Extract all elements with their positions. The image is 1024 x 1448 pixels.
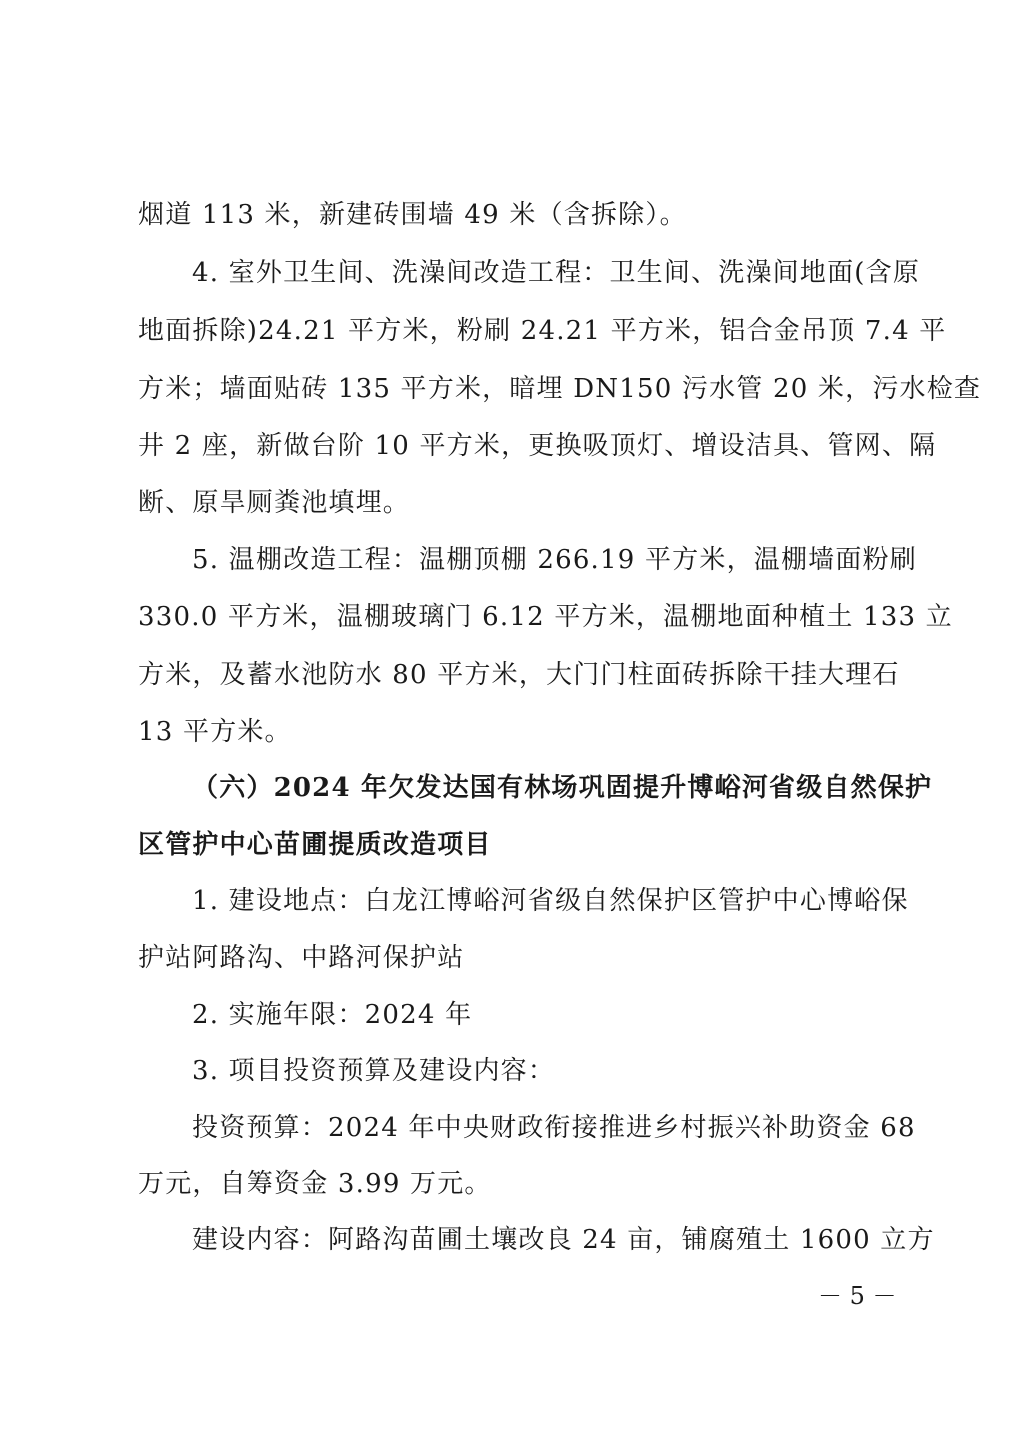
body-text-line: 330.0 平方米，温棚玻璃门 6.12 平方米，温棚地面种植土 133 立: [138, 602, 953, 632]
paragraph-item-4: 4. 室外卫生间、洗澡间改造工程：卫生间、洗澡间地面(含原: [192, 258, 921, 288]
body-text-line: 方米，及蓄水池防水 80 平方米，大门门柱面砖拆除干挂大理石: [138, 660, 900, 690]
body-text-line: 断、原旱厕粪池填埋。: [138, 488, 411, 518]
paragraph-budget: 投资预算：2024 年中央财政衔接推进乡村振兴补助资金 68: [192, 1113, 916, 1143]
body-text-line: 13 平方米。: [138, 717, 292, 747]
section-heading-6-continued: 区管护中心苗圃提质改造项目: [138, 830, 492, 860]
paragraph-construction: 建设内容：阿路沟苗圃土壤改良 24 亩，铺腐殖土 1600 立方: [192, 1225, 935, 1255]
body-text-line: 护站阿路沟、中路河保护站: [138, 943, 465, 973]
body-text-line: 井 2 座，新做台阶 10 平方米，更换吸顶灯、增设洁具、管网、隔: [138, 431, 937, 461]
section-heading-6: （六）2024 年欠发达国有林场巩固提升博峪河省级自然保护: [192, 773, 933, 803]
paragraph-location: 1. 建设地点：白龙江博峪河省级自然保护区管护中心博峪保: [192, 886, 909, 916]
page-number: － 5 －: [818, 1282, 897, 1310]
body-text-line: 烟道 113 米，新建砖围墙 49 米（含拆除）。: [138, 200, 687, 230]
paragraph-period: 2. 实施年限：2024 年: [192, 1000, 473, 1030]
body-text-line: 地面拆除)24.21 平方米，粉刷 24.21 平方米，铝合金吊顶 7.4 平: [138, 316, 947, 346]
paragraph-item-5: 5. 温棚改造工程：温棚顶棚 266.19 平方米，温棚墙面粉刷: [192, 545, 917, 575]
body-text-line: 方米；墙面贴砖 135 平方米，暗埋 DN150 污水管 20 米，污水检查: [138, 374, 982, 404]
body-text-line: 万元，自筹资金 3.99 万元。: [138, 1169, 492, 1199]
paragraph-budget-heading: 3. 项目投资预算及建设内容：: [192, 1056, 556, 1086]
